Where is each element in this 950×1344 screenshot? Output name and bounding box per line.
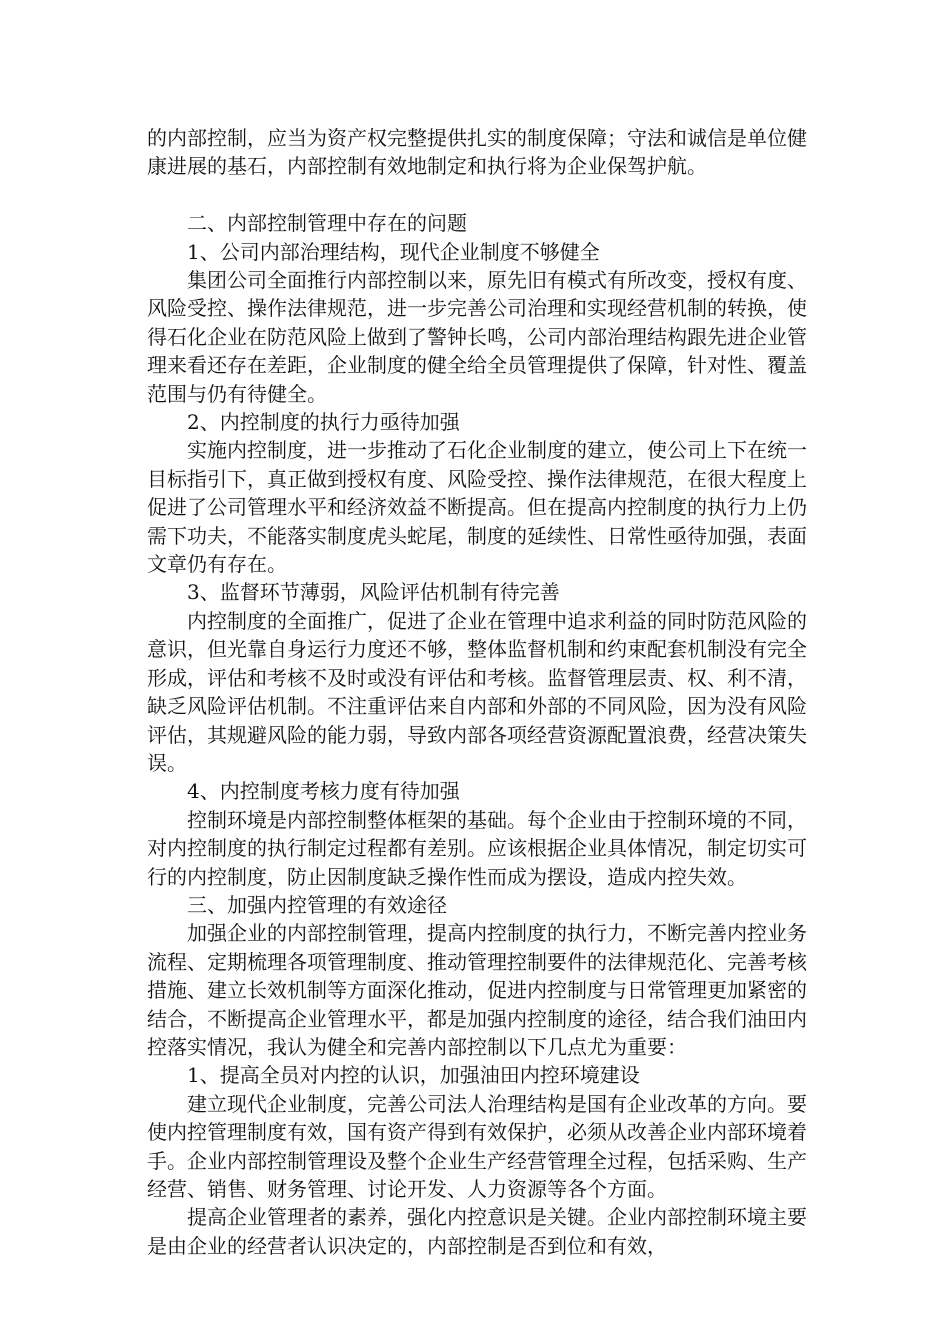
section-heading: 二、内部控制管理中存在的问题 <box>187 211 467 236</box>
paragraph: 建立现代企业制度，完善公司法人治理结构是国有企业改革的方向。要使内控管理制度有效，国有资产得到有效保护，必须从改善企业内部环境着手。企业内部控制管理设及整个企业生产经营管理全过程，包括采购、生产经营、销售、财务管理、讨论开发、人力资源等各个方面。 <box>147 1091 807 1202</box>
subsection-heading: 1、提高全员对内控的认识，加强油田内控环境建设 <box>187 1063 640 1088</box>
paragraph: 加强企业的内部控制管理，提高内控制度的执行力，不断完善内控业务流程、定期梳理各项管理制度、推动管理控制要件的法律规范化、完善考核措施、建立长效机制等方面深化推动，促进内控制度与日常管理更加紧密的结合，不断提高企业管理水平，都是加强内控制度的途径，结合我们油田内控落实情况，我认为健全和完善内部控制以下几点尤为重要： <box>147 921 807 1059</box>
paragraph: 内控制度的全面推广，促进了企业在管理中追求利益的同时防范风险的意识，但光靠自身运行力度还不够，整体监督机制和约束配套机制没有完全形成，评估和考核不及时或没有评估和考核。监督管理层责、权、利不清，缺乏风险评估机制。不注重评估来自内部和外部的不同风险，因为没有风险评估，其规避风险的能力弱，导致内部各项经营资源配置浪费，经营决策失误。 <box>147 608 807 775</box>
subsection-heading: 4、内控制度考核力度有待加强 <box>187 779 460 804</box>
paragraph: 实施内控制度，进一步推动了石化企业制度的建立，使公司上下在统一目标指引下，真正做到授权有度、风险受控、操作法律规范，在很大程度上促进了公司管理水平和经济效益不断提高。但在提高内控制度的执行力上仍需下功夫，不能落实制度虎头蛇尾，制度的延续性、日常性亟待加强，表面文章仍有存在。 <box>147 438 807 577</box>
paragraph-continued: 的内部控制，应当为资产权完整提供扎实的制度保障；守法和诚信是单位健康进展的基石，内部控制有效地制定和执行将为企业保驾护航。 <box>147 126 807 179</box>
subsection-heading: 3、监督环节薄弱，风险评估机制有待完善 <box>187 580 560 605</box>
paragraph: 控制环境是内部控制整体框架的基础。每个企业由于控制环境的不同，对内控制度的执行制定过程都有差别。应该根据企业具体情况，制定切实可行的内控制度，防止因制度缺乏操作性而成为摆设，造成内控失效。 <box>147 807 807 889</box>
paragraph: 提高企业管理者的素养，强化内控意识是关键。企业内部控制环境主要是由企业的经营者认识决定的，内部控制是否到位和有效， <box>147 1205 807 1258</box>
section-heading: 三、加强内控管理的有效途径 <box>187 892 447 917</box>
paragraph: 集团公司全面推行内部控制以来，原先旧有模式有所改变，授权有度、风险受控、操作法律规范，进一步完善公司治理和实现经营机制的转换，使得石化企业在防范风险上做到了警钟长鸣，公司内部治理结构跟先进企业管理来看还存在差距，企业制度的健全给全员管理提供了保障，针对性、覆盖范围与仍有待健全。 <box>147 268 807 406</box>
subsection-heading: 2、内控制度的执行力亟待加强 <box>187 410 460 435</box>
blank-line <box>147 181 807 209</box>
subsection-heading: 1、公司内部治理结构，现代企业制度不够健全 <box>187 239 600 264</box>
document-page <box>147 124 807 1260</box>
